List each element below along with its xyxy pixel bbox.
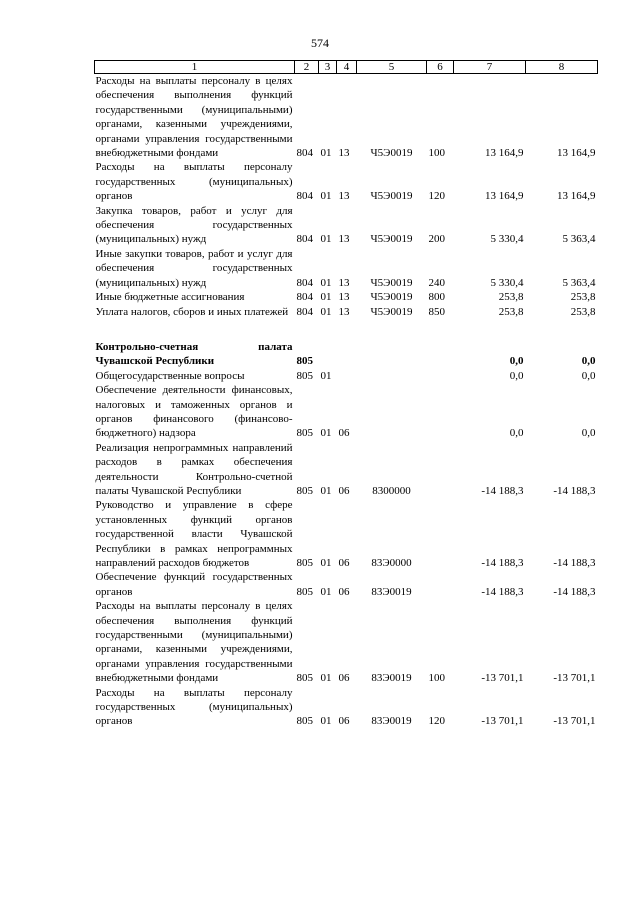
table-row bbox=[95, 441, 598, 499]
row-vr-cell bbox=[427, 383, 454, 441]
row-name-cell: Руководство и управление в сфере установленных функций органов государственной власти Чувашской Республики в рамках непрограммных направлений расходов бюджетов bbox=[95, 499, 293, 569]
row-csr-cell: 8300000 bbox=[372, 484, 411, 497]
table-row bbox=[95, 498, 598, 570]
row-gr-cell: 804 bbox=[296, 291, 313, 304]
column-header: 8 bbox=[526, 61, 598, 74]
row-value-col8: 13 164,9 bbox=[557, 190, 596, 203]
row-gr-cell: 805 bbox=[296, 585, 313, 598]
row-rz-cell: 01 bbox=[320, 291, 332, 304]
table-row bbox=[95, 305, 598, 319]
row-rz-cell: 01 bbox=[320, 672, 332, 685]
row-value-col8: 253,8 bbox=[570, 305, 596, 318]
row-csr-cell: 83Э0000 bbox=[371, 557, 412, 569]
row-name-cell: Обеспечение функций государственных органов bbox=[95, 571, 293, 598]
table-row bbox=[95, 369, 598, 383]
row-value-col7: -14 188,3 bbox=[481, 557, 524, 569]
row-value-col7: -14 188,3 bbox=[481, 585, 524, 598]
table-spacer-row bbox=[95, 319, 598, 340]
row-rz-cell: 01 bbox=[320, 369, 332, 382]
row-value-col8: 5 363,4 bbox=[562, 233, 596, 246]
row-vr-cell bbox=[427, 369, 454, 383]
column-header: 2 bbox=[295, 61, 319, 74]
table-row bbox=[95, 160, 598, 203]
column-header: 1 bbox=[95, 61, 295, 74]
row-name-cell: Расходы на выплаты персоналу государственных (муниципальных) органов bbox=[95, 686, 293, 728]
row-gr-cell: 805 bbox=[296, 557, 313, 569]
row-value-col8: 253,8 bbox=[570, 291, 596, 304]
row-pr-cell: 13 bbox=[338, 291, 350, 304]
row-gr-cell: 805 bbox=[296, 355, 313, 368]
table-row bbox=[95, 74, 598, 161]
column-header: 4 bbox=[337, 61, 357, 74]
row-vr-cell bbox=[427, 340, 454, 369]
row-name-cell: Общегосударственные вопросы bbox=[95, 369, 245, 382]
row-vr-cell bbox=[427, 498, 454, 570]
table-body bbox=[95, 74, 598, 729]
row-pr-cell: 06 bbox=[338, 715, 350, 728]
row-csr-cell: Ч5Э0019 bbox=[370, 233, 413, 246]
row-rz-cell bbox=[319, 340, 337, 369]
row-gr-cell: 804 bbox=[296, 233, 313, 246]
row-vr-cell: 850 bbox=[428, 305, 445, 318]
table-row bbox=[95, 290, 598, 304]
row-name-cell: Уплата налогов, сборов и иных платежей bbox=[95, 305, 289, 318]
row-value-col7: -13 701,1 bbox=[481, 715, 524, 728]
row-vr-cell: 120 bbox=[428, 190, 445, 203]
table-row bbox=[95, 599, 598, 685]
row-csr-cell: 83Э0019 bbox=[371, 672, 412, 685]
row-name-cell: Обеспечение деятельности финансовых, налоговых и таможенных органов и органов финансового (финансово-бюджетного) надзора bbox=[95, 384, 293, 440]
row-value-col7: 0,0 bbox=[509, 355, 524, 368]
row-gr-cell: 804 bbox=[296, 276, 313, 289]
row-gr-cell: 805 bbox=[296, 369, 313, 382]
row-value-col7: 13 164,9 bbox=[485, 190, 524, 203]
column-header: 7 bbox=[454, 61, 526, 74]
row-csr-cell: 83Э0019 bbox=[371, 715, 412, 728]
budget-table bbox=[94, 60, 598, 729]
row-rz-cell: 01 bbox=[320, 715, 332, 728]
row-pr-cell: 13 bbox=[338, 305, 350, 318]
row-name-cell: Иные закупки товаров, работ и услуг для обеспечения государственных (муниципальных) нужд bbox=[95, 247, 293, 289]
row-pr-cell bbox=[337, 369, 357, 383]
row-value-col7: 0,0 bbox=[509, 369, 524, 382]
row-pr-cell: 06 bbox=[338, 484, 350, 497]
row-name-cell: Расходы на выплаты персоналу в целях обеспечения выполнения функций государственными (муниципальными) органами, казенными учреждениями, органами управления государственными внебюджетными фондами bbox=[95, 75, 293, 160]
row-value-col7: 253,8 bbox=[498, 291, 524, 304]
row-csr-cell bbox=[357, 340, 427, 369]
row-csr-cell bbox=[357, 369, 427, 383]
row-vr-cell: 240 bbox=[428, 276, 445, 289]
row-rz-cell: 01 bbox=[320, 305, 332, 318]
row-pr-cell bbox=[337, 340, 357, 369]
row-gr-cell: 804 bbox=[296, 190, 313, 203]
row-csr-cell: Ч5Э0019 bbox=[370, 190, 413, 203]
row-value-col8: -14 188,3 bbox=[553, 585, 596, 598]
row-value-col8: 5 363,4 bbox=[562, 276, 596, 289]
row-value-col8: -14 188,3 bbox=[553, 557, 596, 569]
row-vr-cell: 800 bbox=[428, 291, 445, 304]
row-rz-cell: 01 bbox=[320, 484, 332, 497]
row-vr-cell: 100 bbox=[428, 147, 445, 160]
table-row bbox=[95, 340, 598, 369]
column-header: 6 bbox=[427, 61, 454, 74]
row-vr-cell: 200 bbox=[428, 233, 445, 246]
row-value-col7: 253,8 bbox=[498, 305, 524, 318]
column-header: 3 bbox=[319, 61, 337, 74]
row-vr-cell: 120 bbox=[428, 715, 445, 728]
row-value-col8: 13 164,9 bbox=[557, 147, 596, 160]
row-value-col7: 0,0 bbox=[509, 427, 524, 440]
row-value-col8: -13 701,1 bbox=[553, 715, 596, 728]
row-value-col7: -13 701,1 bbox=[481, 672, 524, 685]
row-value-col8: -14 188,3 bbox=[553, 484, 596, 497]
row-gr-cell: 805 bbox=[296, 672, 313, 685]
row-vr-cell: 100 bbox=[428, 672, 445, 685]
row-value-col8: 0,0 bbox=[581, 355, 596, 368]
row-name-cell: Расходы на выплаты персоналу государственных (муниципальных) органов bbox=[95, 161, 293, 203]
row-value-col7: 5 330,4 bbox=[490, 233, 524, 246]
row-csr-cell: Ч5Э0019 bbox=[370, 305, 413, 318]
row-pr-cell: 13 bbox=[338, 233, 350, 246]
table-row bbox=[95, 383, 598, 441]
row-pr-cell: 06 bbox=[338, 672, 350, 685]
spacer-cell bbox=[95, 319, 598, 340]
row-value-col7: 13 164,9 bbox=[485, 147, 524, 160]
row-gr-cell: 805 bbox=[296, 427, 313, 440]
row-pr-cell: 06 bbox=[338, 557, 350, 569]
row-value-col7: 5 330,4 bbox=[490, 276, 524, 289]
row-vr-cell bbox=[427, 570, 454, 599]
row-rz-cell: 01 bbox=[320, 585, 332, 598]
row-pr-cell: 06 bbox=[338, 585, 350, 598]
row-gr-cell: 805 bbox=[296, 715, 313, 728]
row-gr-cell: 805 bbox=[296, 484, 313, 497]
row-pr-cell: 06 bbox=[338, 427, 350, 440]
row-value-col7: -14 188,3 bbox=[481, 484, 524, 497]
row-pr-cell: 13 bbox=[338, 190, 350, 203]
row-name-cell: Закупка товаров, работ и услуг для обеспечения государственных (муниципальных) нужд bbox=[95, 204, 293, 246]
row-rz-cell: 01 bbox=[320, 233, 332, 246]
row-csr-cell: 83Э0019 bbox=[371, 585, 412, 598]
row-rz-cell: 01 bbox=[320, 190, 332, 203]
row-rz-cell: 01 bbox=[320, 147, 332, 160]
table-row bbox=[95, 686, 598, 729]
column-header: 5 bbox=[357, 61, 427, 74]
row-rz-cell: 01 bbox=[320, 276, 332, 289]
row-name-cell: Реализация непрограммных направлений расходов в рамках обеспечения деятельности Контрольно-счетной палаты Чувашской Республики bbox=[95, 441, 293, 497]
row-pr-cell: 13 bbox=[338, 276, 350, 289]
table-row bbox=[95, 247, 598, 290]
row-name-cell: Контрольно-счетная палата Чувашской Республики bbox=[95, 340, 293, 368]
row-csr-cell: Ч5Э0019 bbox=[370, 276, 413, 289]
row-csr-cell: Ч5Э0019 bbox=[370, 147, 413, 160]
row-csr-cell: Ч5Э0019 bbox=[370, 291, 413, 304]
row-gr-cell: 804 bbox=[296, 305, 313, 318]
row-gr-cell: 804 bbox=[296, 147, 313, 160]
row-vr-cell bbox=[427, 441, 454, 499]
row-csr-cell bbox=[357, 383, 427, 441]
row-rz-cell: 01 bbox=[320, 427, 332, 440]
row-name-cell: Расходы на выплаты персоналу в целях обеспечения выполнения функций государственными (муниципальными) органами, казенными учреждениями, органами управления государственными внебюджетными фондами bbox=[95, 600, 293, 685]
page-number: 574 bbox=[311, 36, 329, 50]
row-rz-cell: 01 bbox=[320, 557, 332, 569]
table-header-row bbox=[95, 61, 598, 74]
table-row bbox=[95, 570, 598, 599]
table-row bbox=[95, 204, 598, 247]
row-name-cell: Иные бюджетные ассигнования bbox=[95, 291, 245, 304]
row-value-col8: 0,0 bbox=[581, 369, 596, 382]
row-value-col8: -13 701,1 bbox=[553, 672, 596, 685]
row-pr-cell: 13 bbox=[338, 147, 350, 160]
row-value-col8: 0,0 bbox=[581, 427, 596, 440]
